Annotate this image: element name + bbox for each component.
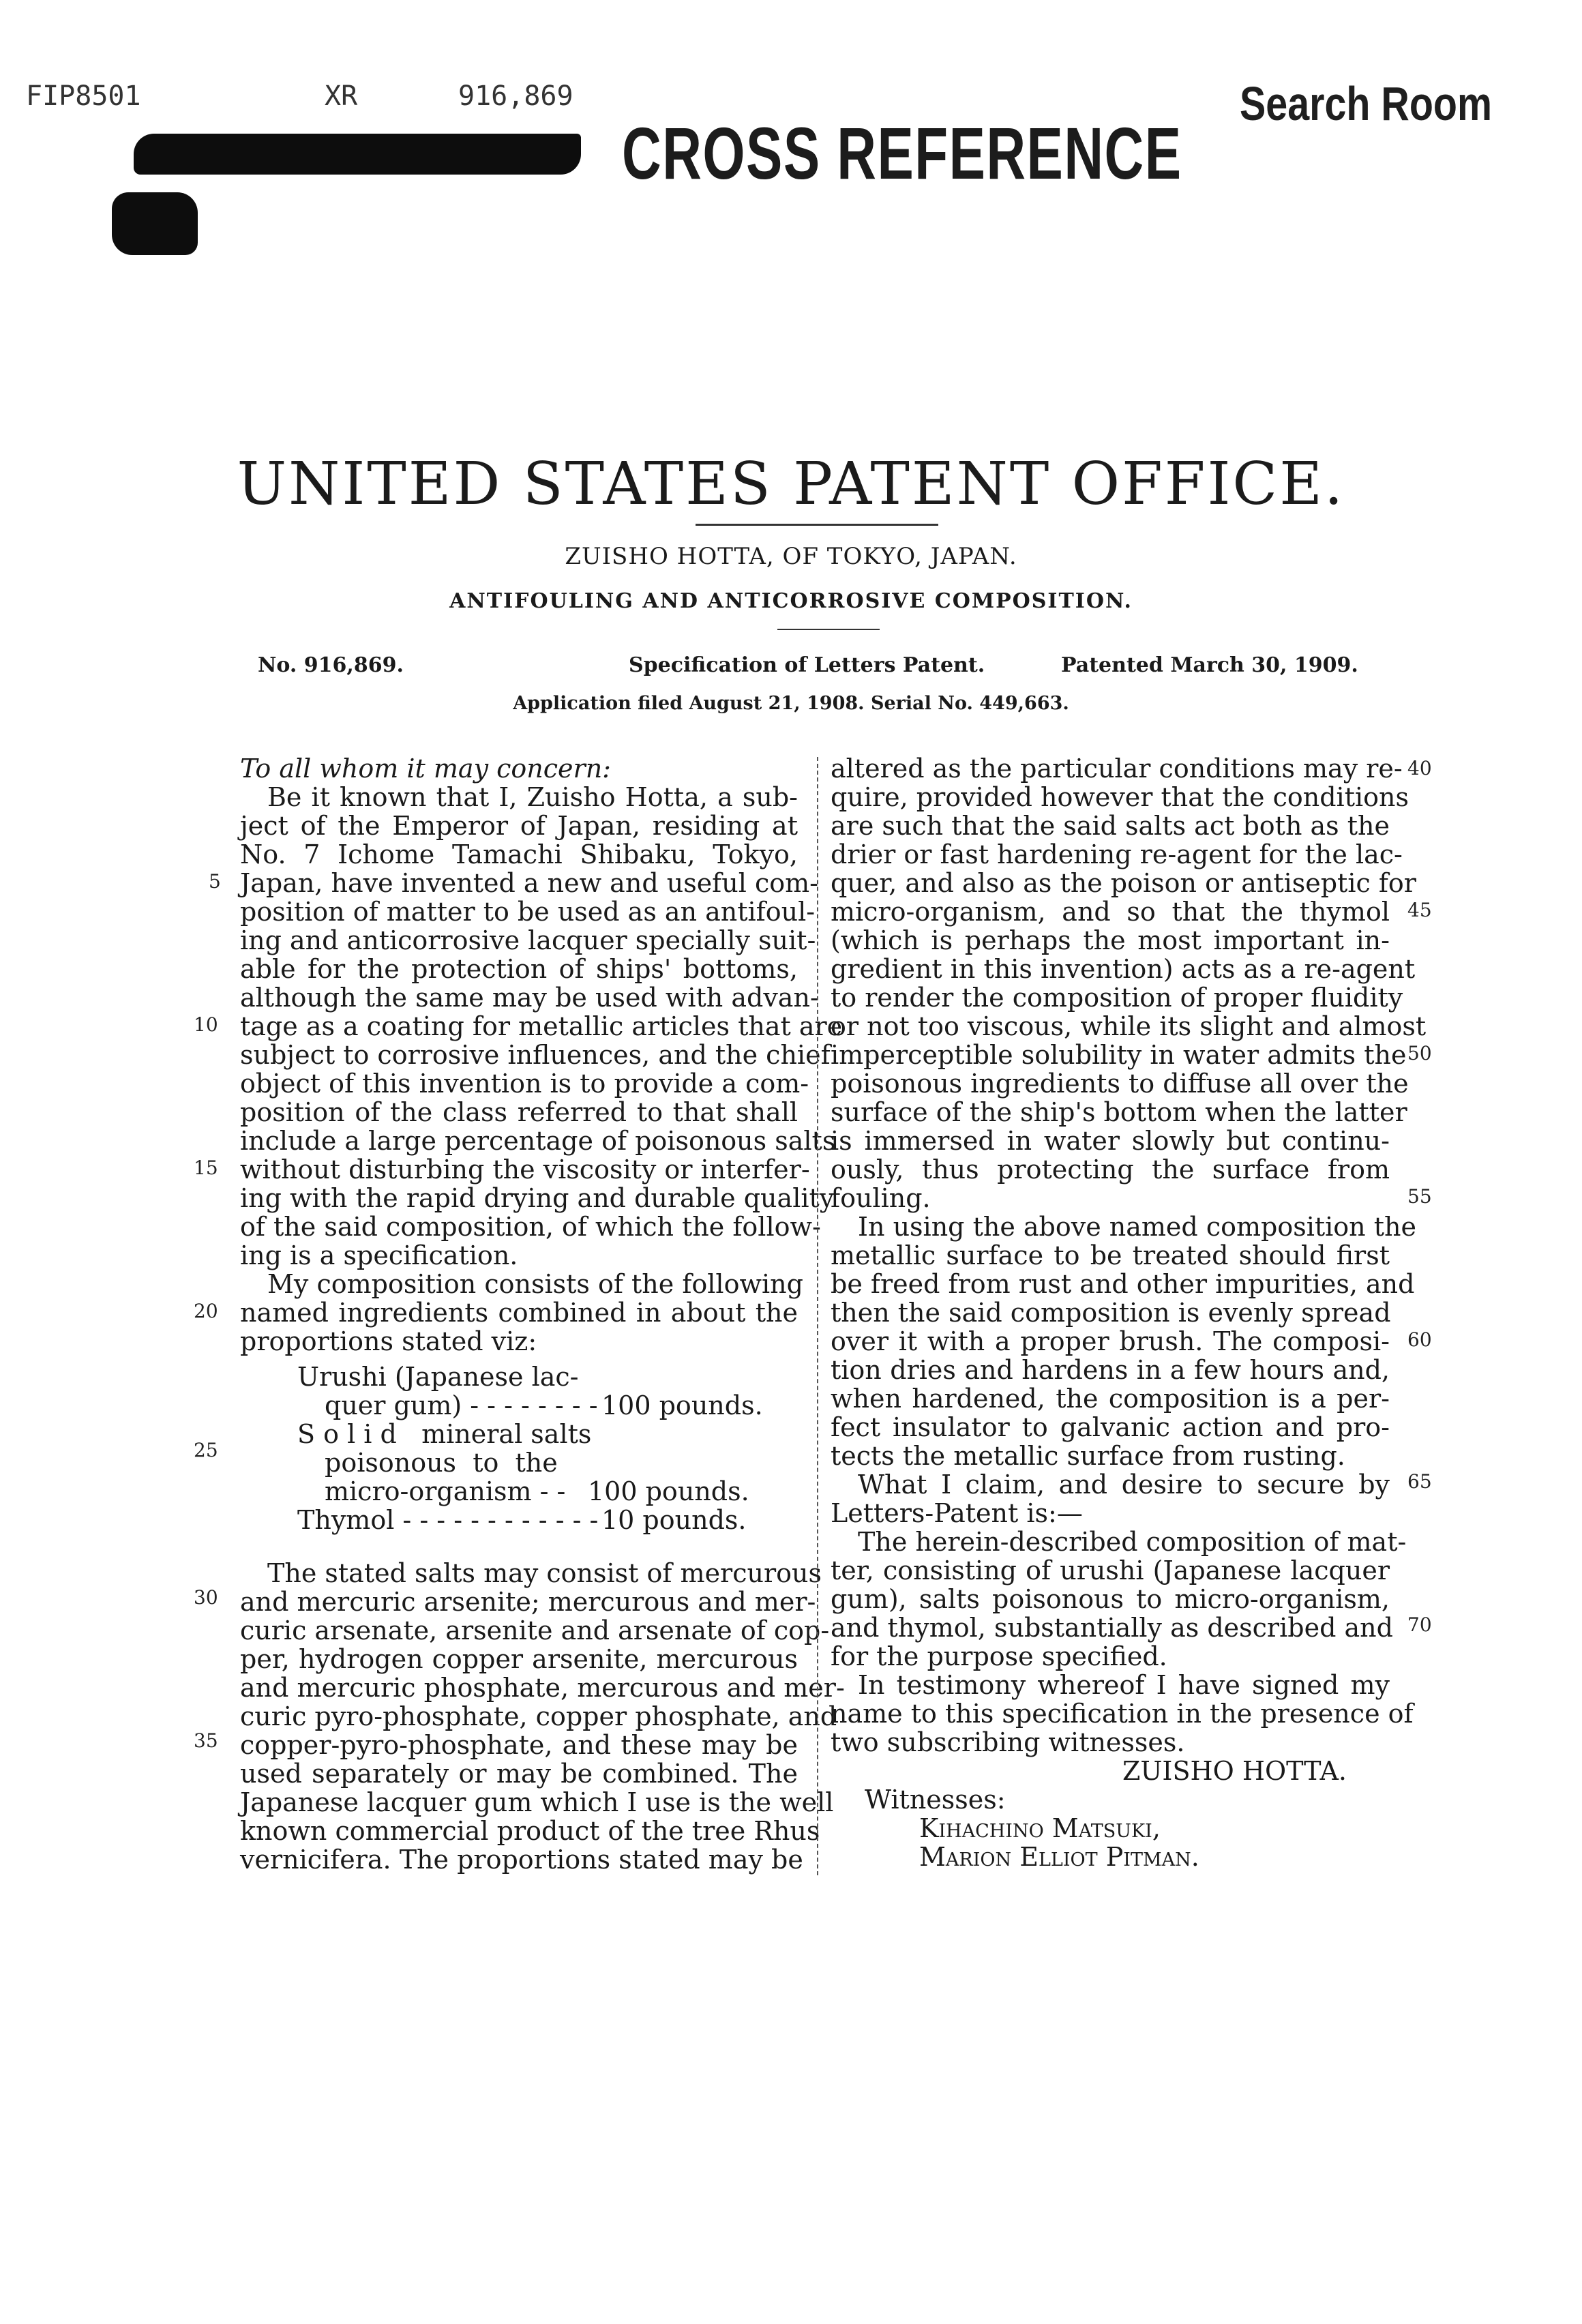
text-line: copper-pyro-phosphate, and these may be bbox=[240, 1730, 798, 1760]
redaction-blot bbox=[112, 192, 198, 255]
recipe-urushi-line2: quer gum) - - - - - - - - bbox=[325, 1390, 598, 1420]
text-line: when hardened, the composition is a per- bbox=[831, 1384, 1390, 1414]
text-line: and thymol, substantially as described and bbox=[831, 1613, 1393, 1643]
text-line: and mercuric arsenite; mercurous and mer- bbox=[240, 1587, 816, 1617]
text-line: used separately or may be combined. The bbox=[240, 1759, 798, 1789]
text-line: subject to corrosive influences, and the chief bbox=[240, 1040, 831, 1070]
line-number: 10 bbox=[194, 1013, 218, 1036]
text-line: ously, thus protecting the surface from bbox=[831, 1154, 1390, 1185]
line-number: 30 bbox=[194, 1586, 218, 1609]
text-line: without disturbing the viscosity or interfer- bbox=[240, 1154, 810, 1185]
text-line: object of this invention is to provide a com- bbox=[240, 1069, 809, 1099]
text-line: poisonous ingredients to diffuse all over the bbox=[831, 1069, 1409, 1099]
text-line: of the said composition, of which the follow- bbox=[240, 1212, 821, 1242]
text-line: to render the composition of proper fluidity bbox=[831, 983, 1403, 1013]
salutation: To all whom it may concern: bbox=[240, 754, 611, 784]
signature: ZUISHO HOTTA. bbox=[1122, 1756, 1347, 1786]
witnesses-label: Witnesses: bbox=[865, 1785, 1006, 1815]
text-line: tects the metallic surface from rusting. bbox=[831, 1441, 1345, 1471]
column-divider bbox=[817, 757, 818, 1875]
patent-number: No. 916,869. bbox=[258, 653, 404, 677]
line-number: 15 bbox=[194, 1157, 218, 1179]
text-line: Letters-Patent is:— bbox=[831, 1498, 1083, 1528]
witness-2: Marion Elliot Pitman. bbox=[919, 1842, 1199, 1872]
application-line: Application filed August 21, 1908. Serial No. 449,663. bbox=[513, 693, 1069, 714]
xr-label: XR bbox=[325, 80, 358, 112]
line-number: 40 bbox=[1407, 757, 1432, 779]
recipe-salts-line1: S o l i d mineral salts bbox=[297, 1419, 592, 1449]
text-line: In using the above named composition the bbox=[858, 1212, 1416, 1242]
text-line: The herein-described composition of mat- bbox=[858, 1527, 1407, 1557]
text-line: curic pyro-phosphate, copper phosphate, and bbox=[240, 1701, 837, 1731]
recipe-thymol: Thymol - - - - - - - - - - - - bbox=[297, 1505, 599, 1535]
text-line: although the same may be used with advan- bbox=[240, 983, 819, 1013]
line-number: 25 bbox=[194, 1439, 218, 1461]
recipe-thymol-amount: 10 pounds. bbox=[601, 1505, 747, 1535]
line-number: 45 bbox=[1407, 899, 1432, 921]
text-line: Japan, have invented a new and useful com- bbox=[240, 868, 818, 898]
file-code: FIP8501 bbox=[26, 80, 141, 112]
text-line: position of the class referred to that shall bbox=[240, 1097, 798, 1127]
para-intro bbox=[240, 782, 843, 1270]
search-room-stamp: Search Room bbox=[1240, 77, 1493, 130]
text-line: or not too viscous, while its slight and almost bbox=[831, 1011, 1427, 1041]
patented-date: Patented March 30, 1909. bbox=[1061, 653, 1358, 677]
text-line: ter, consisting of urushi (Japanese lacquer bbox=[831, 1555, 1390, 1585]
text-line: is immersed in water slowly but continu- bbox=[831, 1126, 1390, 1156]
spec-label: Specification of Letters Patent. bbox=[629, 653, 985, 677]
text-line: ing and anticorrosive lacquer specially suit- bbox=[240, 925, 816, 955]
text-line: In testimony whereof I have signed my bbox=[858, 1670, 1390, 1700]
text-line: fouling. bbox=[831, 1183, 931, 1213]
text-line: drier or fast hardening re-agent for the lac- bbox=[831, 839, 1403, 869]
line-number: 50 bbox=[1407, 1042, 1432, 1064]
text-line: ject of the Emperor of Japan, residing at bbox=[240, 811, 798, 841]
text-line: named ingredients combined in about the bbox=[240, 1298, 798, 1328]
text-line: curic arsenate, arsenite and arsenate of cop- bbox=[240, 1615, 830, 1645]
text-line: imperceptible solubility in water admits the bbox=[831, 1040, 1407, 1070]
text-line: ing with the rapid drying and durable quality bbox=[240, 1183, 835, 1213]
recipe-salts-line3: micro-organism - - bbox=[325, 1476, 566, 1506]
text-line: tion dries and hardens in a few hours and, bbox=[831, 1355, 1390, 1385]
para-claim-intro bbox=[831, 1470, 1390, 1528]
office-title: UNITED STATES PATENT OFFICE. bbox=[237, 450, 1345, 518]
line-number: 20 bbox=[194, 1300, 218, 1322]
text-line: quire, provided however that the conditions bbox=[831, 782, 1409, 812]
text-line: proportions stated viz: bbox=[240, 1326, 537, 1356]
text-line: per, hydrogen copper arsenite, mercurous bbox=[240, 1644, 798, 1674]
recipe-table bbox=[240, 1356, 798, 1559]
para-composition bbox=[240, 1269, 803, 1356]
invention-rule bbox=[777, 629, 880, 630]
text-line: over it with a proper brush. The composi- bbox=[831, 1326, 1390, 1356]
text-line: include a large percentage of poisonous salts bbox=[240, 1126, 836, 1156]
text-line: quer, and also as the poison or antiseptic for bbox=[831, 868, 1416, 898]
text-line: gredient in this invention) acts as a re-agent bbox=[831, 954, 1416, 984]
text-line: The stated salts may consist of mercurous bbox=[267, 1558, 822, 1588]
text-line: What I claim, and desire to secure by bbox=[858, 1470, 1390, 1500]
line-number: 60 bbox=[1407, 1328, 1432, 1351]
text-line: micro-organism, and so that the thymol bbox=[831, 897, 1390, 927]
text-line: Be it known that I, Zuisho Hotta, a sub- bbox=[267, 782, 798, 812]
cross-reference-stamp: CROSS REFERENCE bbox=[622, 112, 1182, 194]
invention-title: ANTIFOULING AND ANTICORROSIVE COMPOSITION. bbox=[449, 589, 1133, 613]
text-line: and mercuric phosphate, mercurous and mer- bbox=[240, 1673, 845, 1703]
text-line: altered as the particular conditions may re- bbox=[831, 754, 1403, 784]
para-testimony bbox=[831, 1670, 1414, 1757]
text-line: be freed from rust and other impurities, and bbox=[831, 1269, 1415, 1299]
left-column bbox=[240, 754, 845, 1875]
text-line: known commercial product of the tree Rhus bbox=[240, 1816, 820, 1846]
line-number: 65 bbox=[1407, 1470, 1432, 1493]
text-line: Japanese lacquer gum which I use is the well bbox=[240, 1787, 834, 1817]
text-line: two subscribing witnesses. bbox=[831, 1727, 1185, 1757]
redaction-bar bbox=[134, 134, 581, 175]
text-line: (which is perhaps the most important in- bbox=[831, 925, 1390, 955]
line-number: 35 bbox=[194, 1729, 218, 1752]
text-line: name to this specification in the presence of bbox=[831, 1699, 1414, 1729]
text-line: are such that the said salts act both as the bbox=[831, 811, 1390, 841]
recipe-urushi-line1: Urushi (Japanese lac- bbox=[297, 1362, 579, 1392]
text-line: then the said composition is evenly spread bbox=[831, 1298, 1391, 1328]
text-line: gum), salts poisonous to micro-organism, bbox=[831, 1584, 1390, 1614]
para-claim bbox=[831, 1527, 1407, 1671]
para-salts bbox=[240, 1558, 845, 1875]
line-number: 5 bbox=[209, 870, 221, 893]
recipe-salts-line2: poisonous to the bbox=[325, 1448, 558, 1478]
recipe-urushi-amount: 100 pounds. bbox=[601, 1390, 763, 1420]
text-line: My composition consists of the following bbox=[267, 1269, 803, 1299]
line-number: 55 bbox=[1407, 1185, 1432, 1208]
recipe-salts-amount: 100 pounds. bbox=[588, 1476, 749, 1506]
text-line: fect insulator to galvanic action and pro- bbox=[831, 1412, 1390, 1442]
stamped-number: 916,869 bbox=[458, 80, 573, 112]
text-line: for the purpose specified. bbox=[831, 1641, 1167, 1671]
text-line: tage as a coating for metallic articles that are bbox=[240, 1011, 843, 1041]
text-line: able for the protection of ships' bottoms, bbox=[240, 954, 798, 984]
text-line: position of matter to be used as an antifoul- bbox=[240, 897, 816, 927]
witness-1: Kihachino Matsuki, bbox=[919, 1813, 1161, 1843]
text-line: ing is a specification. bbox=[240, 1240, 518, 1270]
text-line: surface of the ship's bottom when the latter bbox=[831, 1097, 1407, 1127]
text-line: metallic surface to be treated should first bbox=[831, 1240, 1390, 1270]
inventor-line: ZUISHO HOTTA, OF TOKYO, JAPAN. bbox=[565, 543, 1017, 570]
text-line: No. 7 Ichome Tamachi Shibaku, Tokyo, bbox=[240, 839, 798, 869]
para-usage bbox=[831, 1212, 1416, 1471]
title-rule bbox=[696, 524, 938, 526]
line-number: 70 bbox=[1407, 1613, 1432, 1636]
text-line: vernicifera. The proportions stated may be bbox=[240, 1845, 803, 1875]
